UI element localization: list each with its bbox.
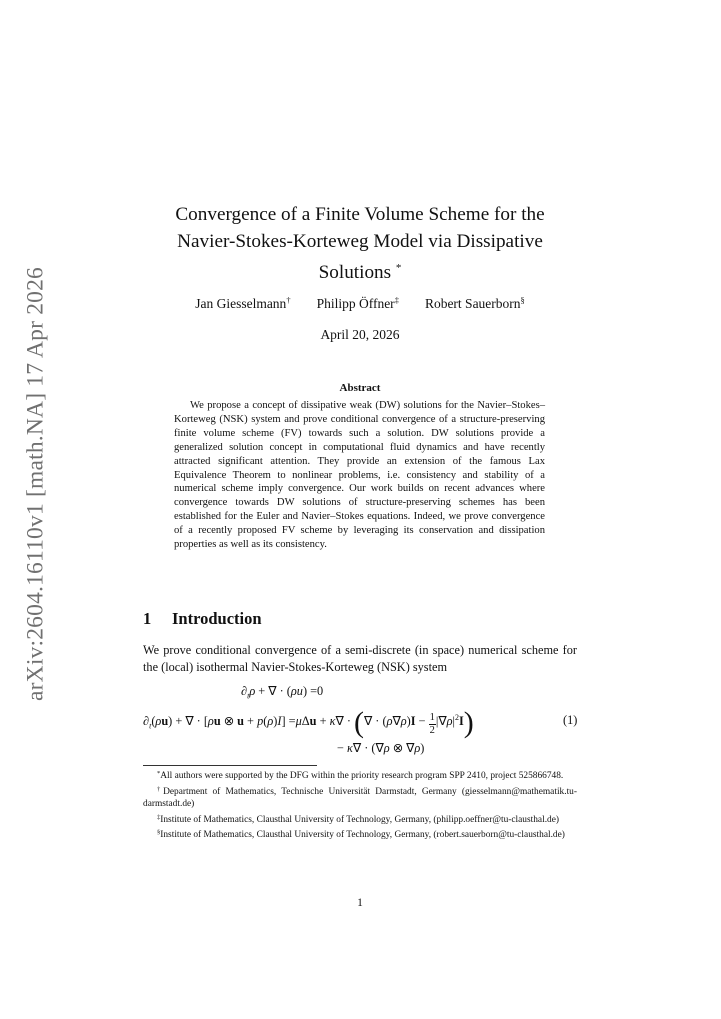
footnote-funding: *All authors were supported by the DFG within the priority research program SPP 2410, project 525866748. [157,770,564,781]
section-number: 1 [143,609,152,628]
paper-title [140,201,580,286]
author-2: Philipp Öffner‡ [316,295,399,311]
abstract-heading: Abstract [339,382,381,394]
author-1: Jan Giesselmann† [195,295,291,311]
section-title: Introduction [172,609,262,628]
equation-number: (1) [563,713,578,727]
equation-line-momentum: $\partial_t(\rho u)$ + ∇ · [ρu ⊗ u + p(ρ)I] =μΔu + κ∇ · (∇ · (ρ∇ρ)I − $\frac{1}{2}$ $|\nabla\rho|^2I$) [143,706,474,739]
footnote-affiliation-1: †Department of Mathematics, Technische Universität Darmstadt, Germany (giesselmann@mathematik.tu-darmstadt.de) [143,785,577,810]
title-line-2: Navier-Stokes-Korteweg Model via Dissipative [177,231,543,252]
author-3: Robert Sauerborn§ [424,295,525,311]
abstract-text: We propose a concept of dissipative weak (DW) solutions for the Navier–Stokes–Korteweg (NSK) system and prove conditional convergence of a structure-preserving finite volume scheme (FV) towards such a solution. DW solutions provide a generalized solution concept in computational fluid dynamics and have recently attracted significant attention. They provide an extension of the famous Lax Equivalence Theorem to nonlinear problems, i.e. consistency and stability of a numerical scheme imply convergence. Our work builds on recent advances where convergence towards DW solutions of structure-preserving schemes has been established for the Euler and Navier–Stokes equations. Indeed, we prove convergence of a recently proposed FV scheme by leveraging its conservation and dissipation properties as well as its consistency. [174,400,545,551]
arxiv-identifier-stamp: arXiv:2604.16110v1 [math.NA] 17 Apr 2026 [22,267,49,701]
intro-paragraph: We prove conditional convergence of a semi-discrete (in space) numerical scheme for the (local) isothermal Navier-Stokes-Korteweg (NSK) system [143,643,577,674]
footnote-affiliation-3: §Institute of Mathematics, Clausthal University of Technology, Germany, (robert.sauerborn@tu-clausthal.de) [157,829,565,841]
page-number: 1 [357,897,363,909]
title-line-3: Solutions * [318,262,402,283]
footnotes [143,768,577,843]
title-footnote-mark: * [395,262,402,274]
author-list [140,295,580,312]
footnote-affiliation-2: ‡Institute of Mathematics, Clausthal University of Technology, Germany, (philipp.oeffner@tu-clausthal.de) [157,813,560,825]
section-heading [143,609,262,629]
equation-line-korteweg: − κ∇ · (∇ρ ⊗ ∇ρ) [337,741,425,755]
footnote-divider [143,765,317,766]
equation-line-mass: $\partial_t\rho$ + ∇ · (ρu) =0 [241,684,324,701]
title-line-1: Convergence of a Finite Volume Scheme for the [175,204,545,225]
paper-date: April 20, 2026 [320,327,400,342]
